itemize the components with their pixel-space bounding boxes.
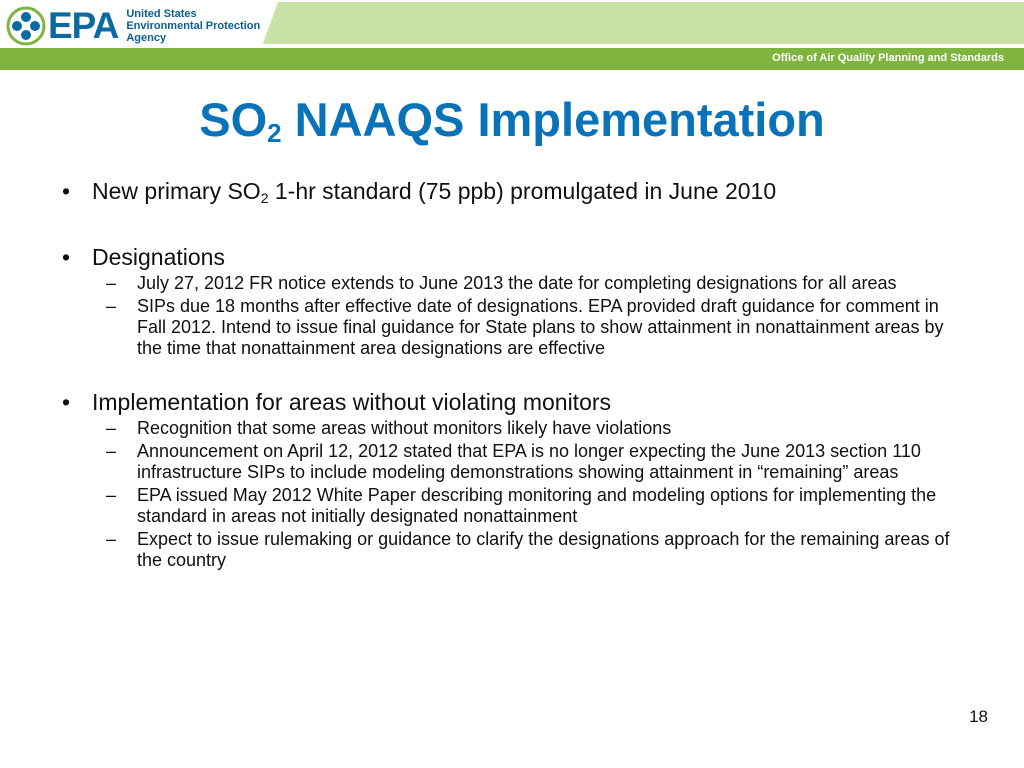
epa-flower-icon <box>6 6 46 46</box>
title-rest: NAAQS Implementation <box>281 93 825 146</box>
sub-bullet-dash: – <box>106 273 117 293</box>
bullet-mark: • <box>62 389 71 415</box>
sub-bullet-item <box>62 296 962 359</box>
agency-line: Agency <box>126 32 167 44</box>
sub-bullet-text: July 27, 2012 FR notice extends to June 2013 the date for completing designations for all areas <box>137 273 897 293</box>
sub-bullet-list <box>62 273 962 359</box>
sub-bullet-dash: – <box>106 418 117 438</box>
title-subscript: 2 <box>267 118 282 148</box>
bullet-mark: • <box>62 244 71 270</box>
sub-bullet-item <box>62 529 962 571</box>
sub-bullet-item <box>62 418 962 439</box>
sub-bullet-text: Expect to issue rulemaking or guidance to clarify the designations approach for the remaining areas of the country <box>137 529 950 570</box>
sub-bullet-item <box>62 273 962 294</box>
agency-line: Environmental Protection <box>126 20 261 32</box>
sub-bullet-text: Announcement on April 12, 2012 stated that EPA is no longer expecting the June 2013 section 110 infrastructure SIPs to include modeling demonstrations showing attainment in “remaining” areas <box>137 441 921 482</box>
bullet-subscript: 2 <box>260 190 269 206</box>
slide-body <box>62 178 962 573</box>
bullet-text-rest: 1-hr standard (75 ppb) promulgated in June 2010 <box>268 178 777 204</box>
sub-bullet-text: Recognition that some areas without monitors likely have violations <box>137 418 672 438</box>
epa-logo <box>6 6 260 46</box>
sub-bullet-text: SIPs due 18 months after effective date of designations. EPA provided draft guidance for comment in Fall 2012. Intend to issue final guidance for State plans to show attainment in nonattainment areas by the time that nonattainment area designations are effective <box>137 296 944 358</box>
title-prefix: SO <box>199 93 268 146</box>
epa-logo-text: EPA <box>48 5 119 46</box>
sub-bullet-item <box>62 441 962 483</box>
sub-bullet-list <box>62 418 962 571</box>
bullet-item <box>62 389 962 416</box>
bullet-text: Implementation for areas without violating monitors <box>92 389 612 415</box>
slide-title <box>0 90 1024 163</box>
bullet-text: Designations <box>92 244 225 270</box>
sub-bullet-text: EPA issued May 2012 White Paper describing monitoring and modeling options for implementing the standard in areas not initially designated nonattainment <box>137 485 937 526</box>
sub-bullet-dash: – <box>106 441 117 461</box>
page-number: 18 <box>969 707 988 726</box>
sub-bullet-dash: – <box>106 529 117 549</box>
agency-line: United States <box>126 8 197 20</box>
bullet-item <box>62 244 962 271</box>
sub-bullet-dash: – <box>106 485 117 505</box>
bullet-text-prefix: New primary SO <box>92 178 261 204</box>
agency-name <box>126 8 260 44</box>
sub-bullet-dash: – <box>106 296 117 316</box>
bullet-item <box>62 178 962 212</box>
bullet-mark: • <box>62 178 71 204</box>
slide-header <box>0 0 1024 72</box>
office-name: Office of Air Quality Planning and Standards <box>772 52 1004 64</box>
sub-bullet-item <box>62 485 962 527</box>
